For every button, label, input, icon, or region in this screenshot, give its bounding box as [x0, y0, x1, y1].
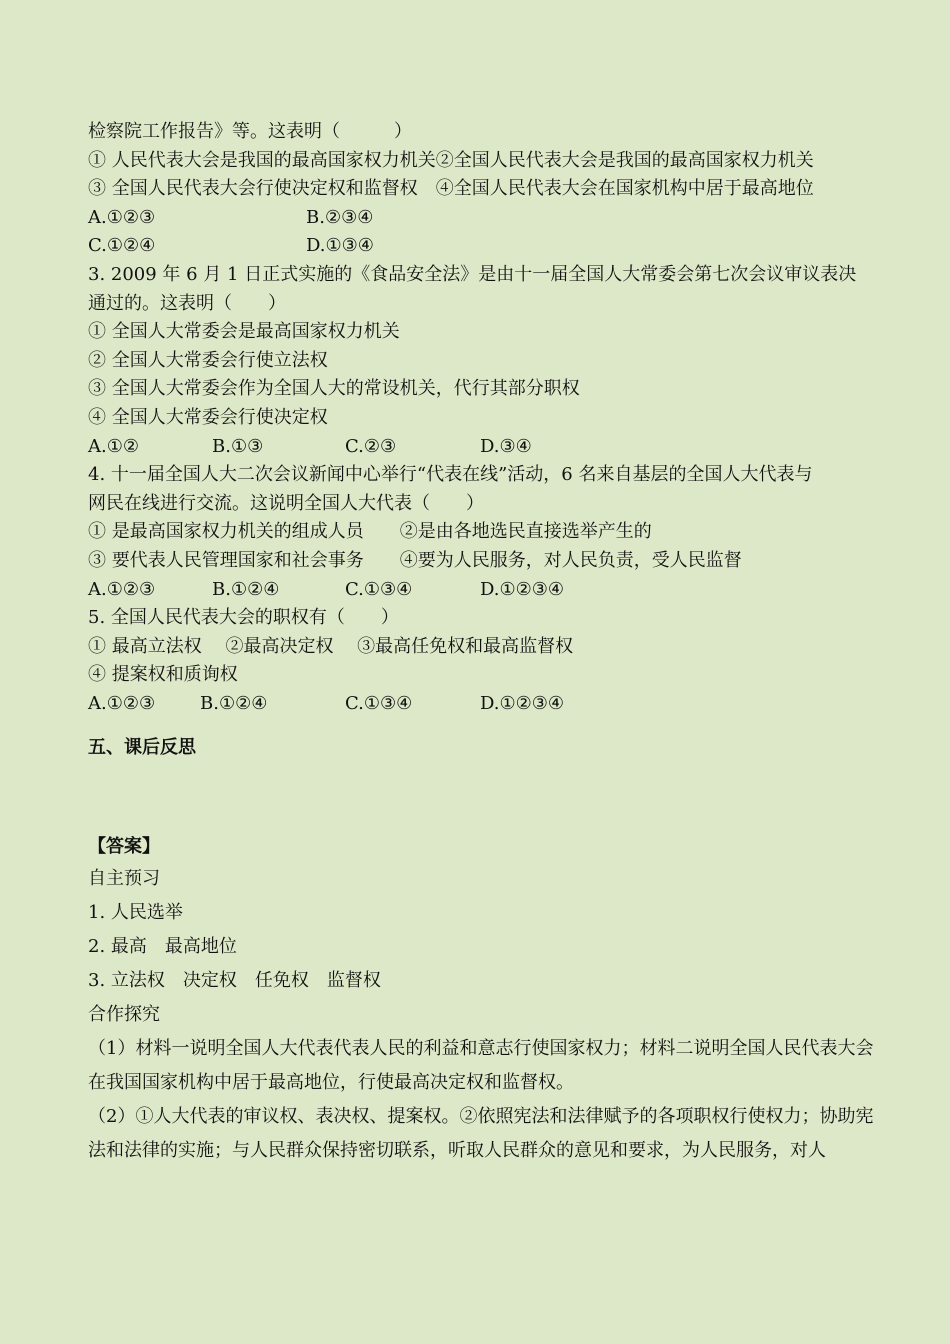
q2-statement-1-2: ① 人民代表大会是我国的最高国家权力机关②全国人民代表大会是我国的最高国家权力机关: [88, 149, 814, 171]
q2-option-b: B.②③④: [306, 206, 374, 228]
answer-heading: 【答案】: [88, 836, 160, 858]
q3-option-c: C.②③: [345, 435, 397, 457]
q4-options: [88, 576, 878, 605]
q3-option-a: A.①②: [88, 435, 139, 457]
q4-stem-line-1: 4. 十一届全国人大二次会议新闻中心举行“代表在线”活动，6 名来自基层的全国人大代表与: [88, 464, 813, 486]
answer-paragraph-1: （1）材料一说明全国人大代表代表人民的利益和意志行使国家权力；材料二说明全国人民代表大会在我国国家机构中居于最高地位，行使最高决定权和监督权。: [88, 1037, 874, 1093]
q2-options-row-1: [88, 204, 878, 233]
answer-paragraph-2: （2）①人大代表的审议权、表决权、提案权。②依照宪法和法律赋予的各项职权行使权力；协助宪法和法律的实施；与人民群众保持密切联系，听取人民群众的意见和要求，为人民服务，对人: [88, 1105, 874, 1161]
q5-option-c: C.①③④: [345, 692, 413, 714]
q3-option-d: D.③④: [480, 435, 532, 457]
q4-statement-3-4: ③ 要代表人民管理国家和社会事务 ④要为人民服务，对人民负责，受人民监督: [88, 549, 742, 571]
q3-statement-4: ④ 全国人大常委会行使决定权: [88, 406, 328, 428]
q5-statement-4: ④ 提案权和质询权: [88, 664, 238, 686]
q4-option-b: B.①②④: [212, 578, 280, 600]
answer-preview-title: 自主预习: [88, 867, 160, 889]
q3-stem-line-1: 3. 2009 年 6 月 1 日正式实施的《食品安全法》是由十一届全国人大常委会第七次会议审议表决: [88, 263, 857, 285]
q5-option-b: B.①②④: [200, 692, 268, 714]
q5-options: [88, 690, 878, 719]
answer-item-3: 3. 立法权 决定权 任免权 监督权: [88, 969, 381, 991]
q4-option-c: C.①③④: [345, 578, 413, 600]
answer-item-1: 1. 人民选举: [88, 901, 183, 923]
q5-statement-1-3: ① 最高立法权 ②最高决定权 ③最高任免权和最高监督权: [88, 635, 574, 657]
q5-stem: 5. 全国人民代表大会的职权有（ ）: [88, 607, 399, 629]
section-reflection-heading: 五、课后反思: [88, 737, 196, 759]
q3-stem-line-2: 通过的。这表明（ ）: [88, 292, 286, 314]
q3-statement-1: ① 全国人大常委会是最高国家权力机关: [88, 321, 400, 343]
q4-stem-line-2: 网民在线进行交流。这说明全国人大代表（ ）: [88, 492, 484, 514]
document-content: [88, 118, 878, 1168]
q2-option-d: D.①③④: [306, 235, 374, 257]
q2-option-a: A.①②③: [88, 206, 156, 228]
q2-option-c: C.①②④: [88, 235, 156, 257]
answer-item-2: 2. 最高 最高地位: [88, 935, 237, 957]
answer-cooperation-title: 合作探究: [88, 1003, 160, 1025]
q2-stem-tail: 检察院工作报告》等。这表明（ ）: [88, 121, 412, 142]
q5-option-d: D.①②③④: [480, 692, 565, 714]
q3-statement-3: ③ 全国人大常委会作为全国人大的常设机关，代行其部分职权: [88, 378, 580, 400]
q3-options: [88, 433, 878, 462]
q4-statement-1-2: ① 是最高国家权力机关的组成人员 ②是由各地选民直接选举产生的: [88, 521, 652, 543]
q4-option-a: A.①②③: [88, 578, 156, 600]
q4-option-d: D.①②③④: [480, 578, 565, 600]
q2-statement-3-4: ③ 全国人民代表大会行使决定权和监督权 ④全国人民代表大会在国家机构中居于最高地位: [88, 178, 814, 200]
q3-option-b: B.①③: [212, 435, 264, 457]
q5-option-a: A.①②③: [88, 692, 156, 714]
q3-statement-2: ② 全国人大常委会行使立法权: [88, 349, 328, 371]
q2-options-row-2: [88, 232, 878, 261]
